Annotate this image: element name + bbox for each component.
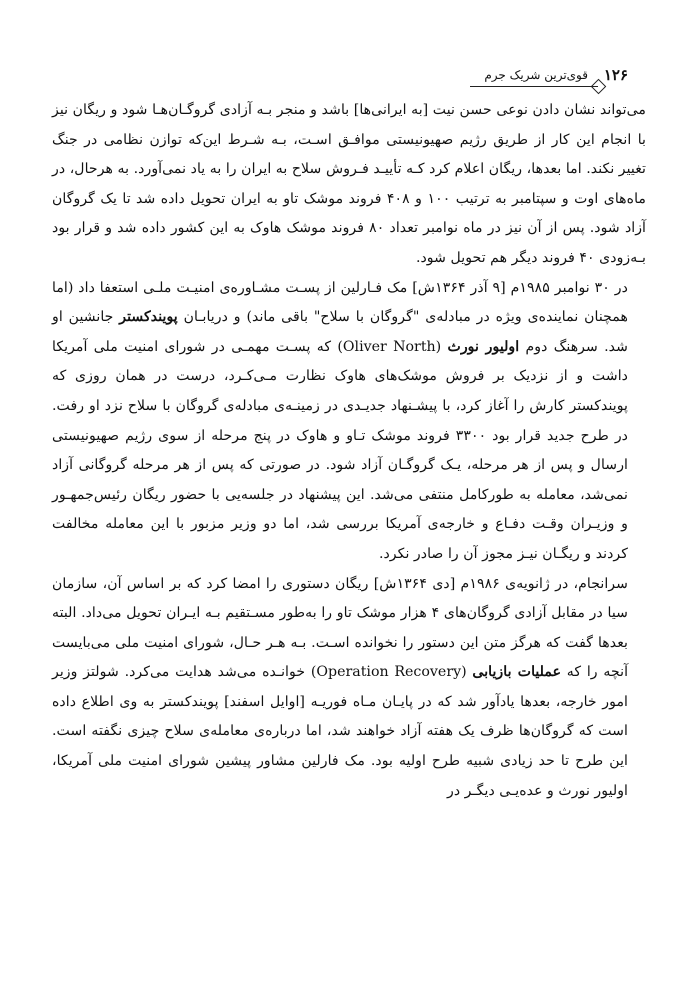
book-title: قوی‌ترین شریک جرم: [484, 68, 588, 82]
page-number: ۱۲۶: [603, 66, 628, 84]
paragraph-2-part-3: (Oliver North) که پسـت مهمـی در شورای امنیت ملی آمریکا داشت و از نزدیک بر فروش موشک‌های هاوک نظارت مـی‌کـرد، درست در همان روزی که پویندکستر کارش را آغاز کرد، با پیشـنهاد جدیـدی در زمینـه‌ی مبادله‌ی گروگان با سلاح نزد او رفت. در طرح جدید قرار بود ۳۳۰۰ فروند موشک تـاو و هاوک در پنج مرحله از سوی رژیم صهیونیستی ارسال و پس از هر مرحله، یـک گروگـان آزاد شود. در صورتی که پس از هر مرحله گروگانی آزاد نمی‌شد، معامله به طورکامل منتفی می‌شد. این پیشنهاد در جلسه‌یی با حضور ریگان رئیس‌جمهـور و وزیـران وقـت دفـاع و خارجه‌ی آمریکا بررسی شد، اما دو وزیر مزبور با این معامله مخالفت کردند و ریگـان نیـز مجوز آن را صادر نکرد.: [52, 338, 628, 562]
paragraph-1: می‌تواند نشان دادن نوعی حسن نیت [به ایرانی‌ها] باشد و منجر بـه آزادی گروگـان‌هـا شود و ریگان نیز با انجام این کار از طریق رژیم صهیونیستی موافـق اسـت، بـه شـرط این‌که توازن نظامی در جنگ تغییر نکند. اما بعدها، ریگان اعلام کرد کـه تأییـد فـروش سلاح به ایران را به یاد نمی‌آورد. به هرحال، در ماه‌های اوت و سپتامبر به ترتیب ۱۰۰ و ۴۰۸ فروند موشک تاو به ایران تحویل داده شد تا یک گروگان آزاد شود. پس از آن نیز در ماه نوامبر تعداد ۸۰ فروند موشک هاوک به این کشور داده شد و قرار بود بـه‌زودی ۴۰ فروند دیگر هم تحویل شود.: [52, 102, 646, 266]
bold-name-oliver-north: اولیور نورث: [447, 338, 520, 355]
paragraph-3-part-1: سرانجام، در ژانویه‌ی ۱۹۸۶م [دی ۱۳۶۴ش] ریگان دستوری را امضا کرد که بر اساس آن، سازمان سیا در مقابل آزادی گروگان‌های ۴ هزار موشک تاو را به‌طور مسـتقیم بـه ایـران تحویل می‌داد. البته بعدها گفت که هرگز متن این دستور را نخوانده اسـت. بـه هـر حـال، شورای امنیت ملی می‌بایست آنچه را که: [52, 575, 629, 681]
header-rule: [470, 86, 598, 87]
paragraph-2-part-1: در ۳۰ نوامبر ۱۹۸۵م [۹ آذر ۱۳۶۴ش] مک فـارلین از پسـت مشـاوره‌ی امنیـت ملـی استعفا داد (اما همچنان نماینده‌ی ویژه در مبادله‌ی "گروگان با سلاح" باقی ماند) و دریابـان: [52, 279, 628, 326]
paragraph-2: [52, 274, 646, 570]
paragraph-3: [52, 570, 646, 807]
body-text: [52, 96, 646, 806]
running-header: [470, 66, 628, 90]
bold-name-poindexter: پویندکستر: [119, 309, 178, 326]
bold-term-operation-recovery: عملیات بازیابی: [472, 664, 562, 681]
paragraph-2-part-2: جانشین او شد. سرهنگ دوم: [52, 309, 628, 355]
paragraph-3-part-2: (Operation Recovery) خوانـده می‌شد هدایت می‌کرد. شولتز وزیر امور خارجه، بعدها یادآور شد که در پایـان مـاه فوریـه [اوایل اسفند] پویندکستر به وی اطلاع داده است که گروگان‌ها ظرف یک هفته آزاد خواهند شد، اما درباره‌ی معامله‌ی سلاح چیزی نگفته است. این طرح تا حد زیادی شبیه طرح اولیه بود. مک فارلین مشاور پیشین شورای امنیت ملی آمریکا، اولیور نورث و عده‌یـی دیگـر در: [52, 664, 628, 799]
